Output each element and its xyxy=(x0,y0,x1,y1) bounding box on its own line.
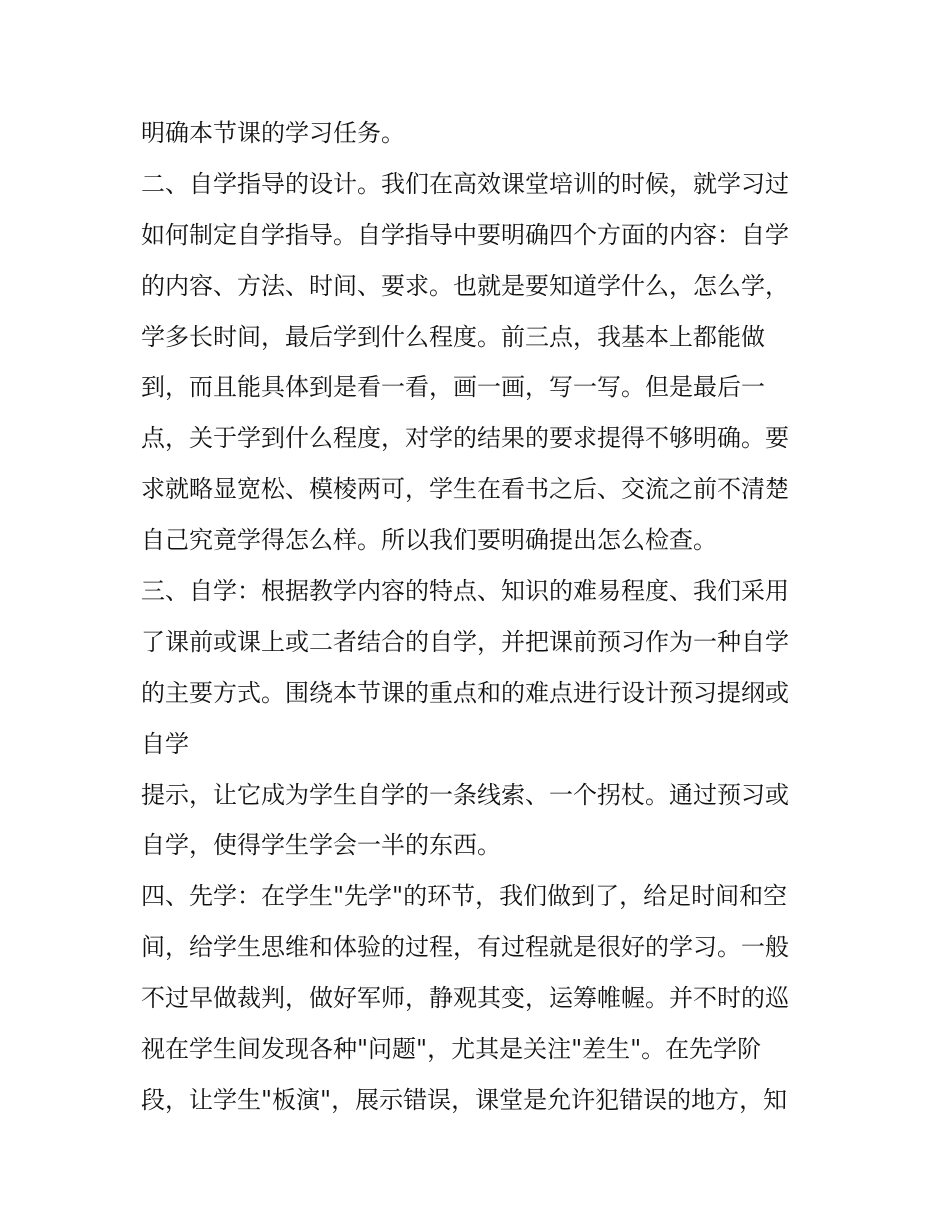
text-line: 不过早做裁判，做好军师，静观其变，运筹帷幄。并不时的巡 xyxy=(141,984,789,1013)
text-line: 的内容、方法、时间、要求。也就是要知道学什么，怎么学， xyxy=(141,271,789,300)
text-line: 间，给学生思维和体验的过程，有过程就是很好的学习。一般 xyxy=(141,933,789,962)
text-line: 自学，使得学生学会一半的东西。 xyxy=(141,831,501,860)
body-text xyxy=(141,108,821,1126)
text-line: 到，而且能具体到是看一看，画一画，写一写。但是最后一 xyxy=(141,373,765,402)
text-line: 了课前或课上或二者结合的自学，并把课前预习作为一种自学 xyxy=(141,627,789,656)
text-line: 三、自学：根据教学内容的特点、知识的难易程度、我们采用 xyxy=(141,577,789,606)
text-line: 学多长时间，最后学到什么程度。前三点，我基本上都能做 xyxy=(141,322,765,351)
text-line: 如何制定自学指导。自学指导中要明确四个方面的内容：自学 xyxy=(141,220,789,249)
text-line: 四、先学：在学生"先学"的环节，我们做到了，给足时间和空 xyxy=(141,882,788,911)
text-line: 二、自学指导的设计。我们在高效课堂培训的时候，就学习过 xyxy=(141,169,789,198)
text-line: 提示，让它成为学生自学的一条线索、一个拐杖。通过预习或 xyxy=(141,780,789,809)
text-line: 自学 xyxy=(141,729,189,758)
text-line: 明确本节课的学习任务。 xyxy=(141,119,405,147)
text-line: 自己究竟学得怎么样。所以我们要明确提出怎么检查。 xyxy=(141,526,717,555)
text-line: 求就略显宽松、模棱两可，学生在看书之后、交流之前不清楚 xyxy=(141,475,789,504)
text-line: 段，让学生"板演"，展示错误，课堂是允许犯错误的地方，知 xyxy=(141,1085,788,1114)
text-line: 点，关于学到什么程度，对学的结果的要求提得不够明确。要 xyxy=(141,424,789,453)
text-line: 视在学生间发现各种"问题"，尤其是关注"差生"。在先学阶 xyxy=(141,1035,762,1064)
text-line: 的主要方式。围绕本节课的重点和的难点进行设计预习提纲或 xyxy=(141,678,789,707)
